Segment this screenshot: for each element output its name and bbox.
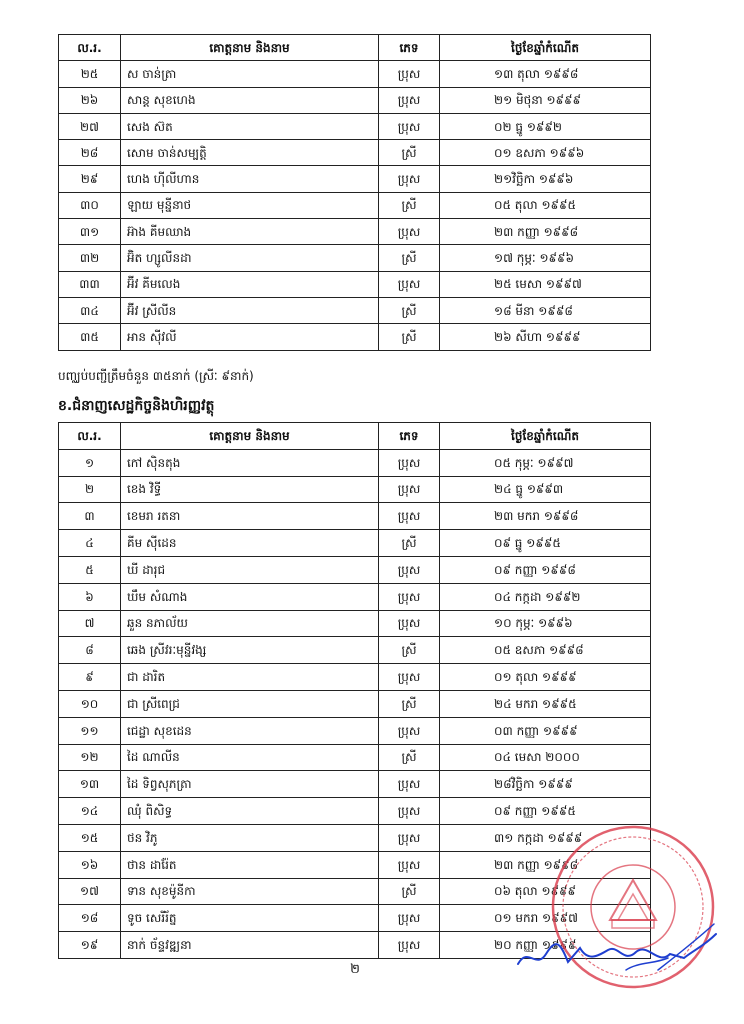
student-birthdate: ២១វិច្ឆិកា ១៩៩៦	[440, 166, 651, 192]
student-sex: ប្រុស	[379, 556, 440, 583]
row-number: ១១	[59, 717, 121, 744]
row-number: ៣០	[59, 192, 121, 218]
student-sex: ប្រុស	[379, 166, 440, 192]
row-number: ១៤	[59, 798, 121, 825]
row-number: ៣៣	[59, 271, 121, 297]
student-name: នាក់ ច័ន្ទវឌ្ឍនា	[121, 932, 379, 959]
row-number: ២៩	[59, 166, 121, 192]
table-row	[59, 583, 651, 610]
table-row	[59, 113, 651, 139]
student-sex: ប្រុស	[379, 798, 440, 825]
table-row	[59, 664, 651, 691]
row-number: ៣	[59, 503, 121, 530]
table-row	[59, 717, 651, 744]
row-number: ៣៤	[59, 297, 121, 323]
student-sex: ប្រុស	[379, 824, 440, 851]
student-birthdate: ០១ មករា ១៩៩៧	[440, 905, 651, 932]
student-name: សោម ចាន់សម្បត្តិ	[121, 140, 379, 166]
student-name: អ៊ាង គីមឈាង	[121, 219, 379, 245]
student-name: សេង ស៊ត	[121, 113, 379, 139]
student-birthdate: ១៣ តុលា ១៩៩៨	[440, 61, 651, 87]
student-sex: ស្រី	[379, 530, 440, 557]
row-number: ៧	[59, 610, 121, 637]
student-birthdate: ២៤ មករា ១៩៩៥	[440, 690, 651, 717]
row-number: ៤	[59, 530, 121, 557]
table-row	[59, 798, 651, 825]
student-name: ឆេង ស្រីវរៈមុន្នីវង្ស	[121, 637, 379, 664]
student-sex: ស្រី	[379, 192, 440, 218]
student-name: ដៃ ណាលីន	[121, 744, 379, 771]
student-sex: ប្រុស	[379, 113, 440, 139]
student-birthdate: ០៦ តុលា ១៩៩៩	[440, 878, 651, 905]
page-number: ២	[350, 962, 360, 977]
student-birthdate: ០៤ មេសា ២០០០	[440, 744, 651, 771]
table-row	[59, 530, 651, 557]
student-name: គីម ស៊ីដេន	[121, 530, 379, 557]
student-sex: ស្រី	[379, 245, 440, 271]
student-sex: ប្រុស	[379, 87, 440, 113]
table-row	[59, 610, 651, 637]
student-sex: ប្រុស	[379, 271, 440, 297]
student-sex: ប្រុស	[379, 905, 440, 932]
header-sex: ភេទ	[379, 423, 440, 450]
student-name: ស ចាន់ត្រា	[121, 61, 379, 87]
header-name: គោត្តនាម និងនាម	[121, 423, 379, 450]
header-no: ល.រ.	[59, 423, 121, 450]
row-number: ៨	[59, 637, 121, 664]
student-sex: ស្រី	[379, 744, 440, 771]
student-sex: ប្រុស	[379, 664, 440, 691]
student-sex: ប្រុស	[379, 219, 440, 245]
header-dob: ថ្ងៃខែឆ្នាំកំណើត	[440, 423, 651, 450]
table-row	[59, 771, 651, 798]
student-birthdate: ០៣ កញ្ញា ១៩៩៩	[440, 717, 651, 744]
row-number: ៣១	[59, 219, 121, 245]
table-row	[59, 61, 651, 87]
row-number: ១២	[59, 744, 121, 771]
student-birthdate: ០៩ ធ្នូ ១៩៩៥	[440, 530, 651, 557]
row-number: ១៩	[59, 932, 121, 959]
row-number: ២៧	[59, 113, 121, 139]
row-number: ២	[59, 476, 121, 503]
student-sex: ប្រុស	[379, 717, 440, 744]
header-dob: ថ្ងៃខែឆ្នាំកំណើត	[440, 35, 651, 61]
student-name: ជា ស្រីពេជ្រ	[121, 690, 379, 717]
table-row	[59, 192, 651, 218]
student-name: ហេង ហ៊ីលីហាន	[121, 166, 379, 192]
row-number: ២៥	[59, 61, 121, 87]
row-number: ១៨	[59, 905, 121, 932]
student-birthdate: ២១ មិថុនា ១៩៩៩	[440, 87, 651, 113]
student-sex: ស្រី	[379, 324, 440, 350]
table-row	[59, 166, 651, 192]
student-birthdate: ២៨វិច្ឆិកា ១៩៩៩	[440, 771, 651, 798]
table-row	[59, 744, 651, 771]
header-name: គោត្តនាម និងនាម	[121, 35, 379, 61]
student-name: ឈុំ ពិសិទ្ធ	[121, 798, 379, 825]
section-title: ខ.ជំនាញសេដ្ឋកិច្ចនិងហិរញ្ញវត្ថុ	[58, 398, 215, 414]
student-name: ឃឹម សំណាង	[121, 583, 379, 610]
table-row	[59, 449, 651, 476]
student-name: ខេង វិទ្ធី	[121, 476, 379, 503]
row-number: ៣៥	[59, 324, 121, 350]
table-row	[59, 324, 651, 350]
table-row	[59, 503, 651, 530]
student-name: ឃី ដារុជ	[121, 556, 379, 583]
handwritten-signature	[508, 912, 723, 982]
table-row	[59, 556, 651, 583]
table-row	[59, 87, 651, 113]
student-birthdate: ១០ កុម្ភៈ ១៩៩៦	[440, 610, 651, 637]
student-sex: ស្រី	[379, 297, 440, 323]
table-row	[59, 271, 651, 297]
student-name: ថន វិភូ	[121, 824, 379, 851]
student-name: ជា ដារិត	[121, 664, 379, 691]
students-table-1	[58, 34, 651, 351]
student-birthdate: ០១ តុលា ១៩៩៩	[440, 664, 651, 691]
student-sex: ប្រុស	[379, 449, 440, 476]
student-name: ទាន សុខម៉ូនីកា	[121, 878, 379, 905]
row-number: ១០	[59, 690, 121, 717]
student-name: ថាន ដារ៉ែត	[121, 851, 379, 878]
student-birthdate: ០២ ធ្នូ ១៩៩២	[440, 113, 651, 139]
table-row	[59, 297, 651, 323]
student-name: អ៊ីវ គីមលេង	[121, 271, 379, 297]
student-name: អាន ស៊ីវលី	[121, 324, 379, 350]
student-birthdate: ១៧ កុម្ភៈ ១៩៩៦	[440, 245, 651, 271]
student-sex: ស្រី	[379, 140, 440, 166]
student-birthdate: ១៨ មីនា ១៩៩៨	[440, 297, 651, 323]
student-sex: ប្រុស	[379, 851, 440, 878]
row-number: ៩	[59, 664, 121, 691]
table-row	[59, 219, 651, 245]
student-birthdate: ២៣ មករា ១៩៩៨	[440, 503, 651, 530]
row-number: ១៥	[59, 824, 121, 851]
student-sex: ប្រុស	[379, 503, 440, 530]
student-name: ជេដ្ឋា សុខដេន	[121, 717, 379, 744]
student-birthdate: ២៣ កញ្ញា ១៩៩៨	[440, 219, 651, 245]
list-closing-note: បញ្ឈប់បញ្ជីត្រឹមចំនួន ៣៥នាក់ (ស្រីៈ ៩នាក់)	[58, 369, 254, 383]
table-row	[59, 140, 651, 166]
student-birthdate: ០៩ កញ្ញា ១៩៩៥	[440, 798, 651, 825]
student-birthdate: ៣១ កក្កដា ១៩៩៩	[440, 824, 651, 851]
student-birthdate: ២៣ កញ្ញា ១៩៩៨	[440, 851, 651, 878]
row-number: ២៦	[59, 87, 121, 113]
student-name: ឡាយ មុន្នីនាថ	[121, 192, 379, 218]
student-name: សាន្ត សុខហេង	[121, 87, 379, 113]
student-name: អ៊ីវ ស្រីលីន	[121, 297, 379, 323]
row-number: ១	[59, 449, 121, 476]
student-sex: ប្រុស	[379, 476, 440, 503]
student-birthdate: ០៥ តុលា ១៩៩៥	[440, 192, 651, 218]
student-sex: ស្រី	[379, 637, 440, 664]
student-birthdate: ០៥ កុម្ភៈ ១៩៩៧	[440, 449, 651, 476]
student-name: ទូច សេរីរ័ត្ន	[121, 905, 379, 932]
student-name: ដៃ ទិព្វសុភត្រា	[121, 771, 379, 798]
student-sex: ប្រុស	[379, 610, 440, 637]
row-number: ១៣	[59, 771, 121, 798]
table-header-row	[59, 35, 651, 61]
student-sex: ស្រី	[379, 690, 440, 717]
student-sex: ស្រី	[379, 878, 440, 905]
student-birthdate: ០៩ កញ្ញា ១៩៩៨	[440, 556, 651, 583]
row-number: ៣២	[59, 245, 121, 271]
table-row	[59, 245, 651, 271]
student-sex: ប្រុស	[379, 61, 440, 87]
row-number: ២៨	[59, 140, 121, 166]
student-birthdate: ០៤ កក្កដា ១៩៩២	[440, 583, 651, 610]
table-row	[59, 690, 651, 717]
student-name: ឆួន នភាល័យ	[121, 610, 379, 637]
table-header-row	[59, 423, 651, 450]
table-row	[59, 476, 651, 503]
row-number: ១៧	[59, 878, 121, 905]
student-birthdate: ២៥ មេសា ១៩៩៧	[440, 271, 651, 297]
header-no: ល.រ.	[59, 35, 121, 61]
student-name: អ៊ិត ហ្សូលីនដា	[121, 245, 379, 271]
header-sex: ភេទ	[379, 35, 440, 61]
row-number: ៥	[59, 556, 121, 583]
table-body	[59, 61, 651, 350]
student-birthdate: ០១ ឧសភា ១៩៩៦	[440, 140, 651, 166]
student-birthdate: ២៦ សីហា ១៩៩៩	[440, 324, 651, 350]
student-sex: ប្រុស	[379, 771, 440, 798]
student-sex: ប្រុស	[379, 583, 440, 610]
student-sex: ប្រុស	[379, 932, 440, 959]
student-birthdate: ២៤ ធ្នូ ១៩៩៣	[440, 476, 651, 503]
row-number: ៦	[59, 583, 121, 610]
student-birthdate: ២០ កញ្ញា ១៩៩៩	[440, 932, 651, 959]
student-birthdate: ០៥ ឧសភា ១៩៩៨	[440, 637, 651, 664]
row-number: ១៦	[59, 851, 121, 878]
table-row	[59, 637, 651, 664]
student-name: កៅ ស៊ិនតុង	[121, 449, 379, 476]
student-name: ខេមរា រតនា	[121, 503, 379, 530]
